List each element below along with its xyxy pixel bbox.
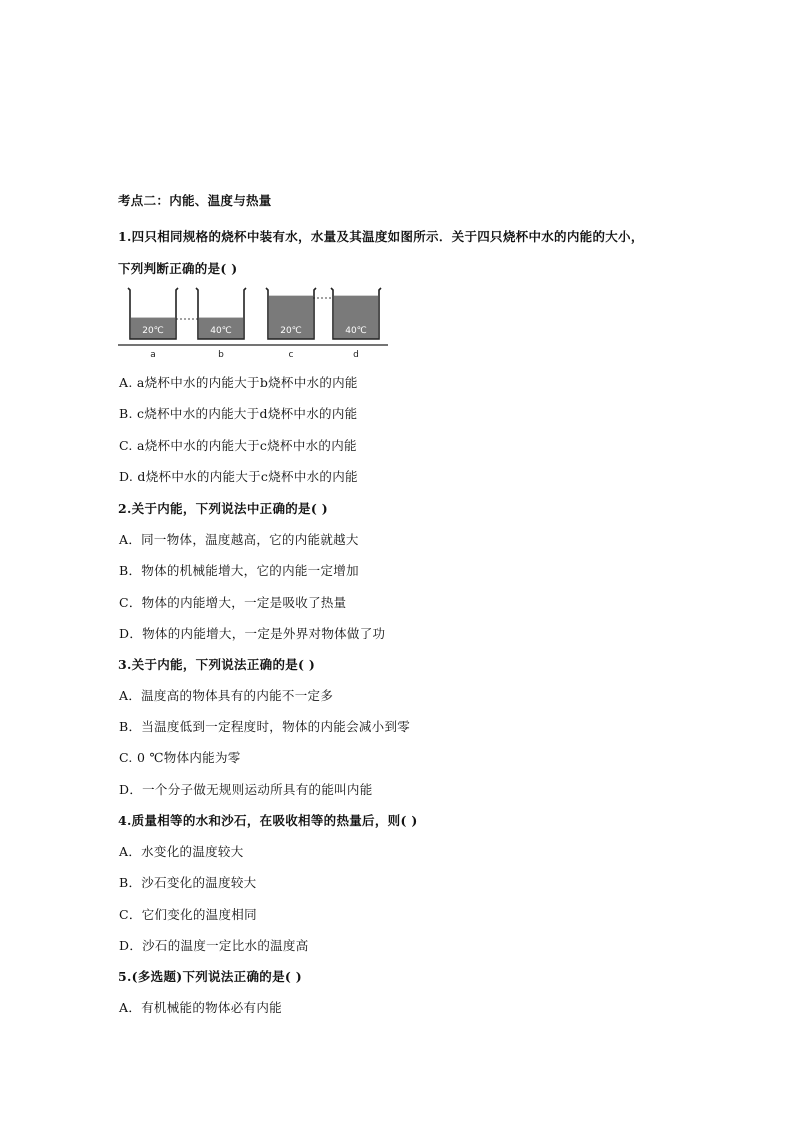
q1-option-c: C. a烧杯中水的内能大于c烧杯中水的内能 [119,438,357,453]
beakers-figure [118,282,388,362]
q3-option-b: B．当温度低到一定程度时，物体的内能会减小到零 [119,719,411,734]
q3-option-a: A．温度高的物体具有的内能不一定多 [119,688,334,703]
beaker-label-b: b [218,350,224,360]
beaker-temp-a: 20℃ [142,326,164,336]
q4-option-d: D．沙石的温度一定比水的温度高 [119,938,309,953]
question-1-stem-continued: 下列判断正确的是( ) [118,261,238,276]
q5-option-a: A．有机械能的物体必有内能 [119,1000,282,1015]
beaker-label-a: a [150,350,156,360]
q2-option-c: C．物体的内能增大，一定是吸收了热量 [119,595,347,610]
question-2-stem: 2.关于内能，下列说法中正确的是( ) [118,501,328,516]
section-title: 考点二：内能、温度与热量 [118,193,272,208]
q4-option-c: C．它们变化的温度相同 [119,907,257,922]
q3-option-d: D．一个分子做无规则运动所具有的能叫内能 [119,782,373,797]
question-4-stem: 4.质量相等的水和沙石，在吸收相等的热量后，则( ) [118,813,418,828]
q4-option-b: B．沙石变化的温度较大 [119,875,257,890]
question-5-stem: 5.(多选题)下列说法正确的是( ) [118,969,302,984]
question-1-stem: 1.四只相同规格的烧杯中装有水，水量及其温度如图所示．关于四只烧杯中水的内能的大小， [118,229,644,244]
beaker-temp-c: 20℃ [280,326,302,336]
q1-option-b: B. c烧杯中水的内能大于d烧杯中水的内能 [119,406,358,421]
q2-option-a: A．同一物体，温度越高，它的内能就越大 [119,532,359,547]
beaker-temp-b: 40℃ [210,326,232,336]
question-3-stem: 3.关于内能，下列说法正确的是( ) [118,657,316,672]
q2-option-b: B．物体的机械能增大，它的内能一定增加 [119,563,359,578]
q1-option-a: A. a烧杯中水的内能大于b烧杯中水的内能 [119,375,358,390]
q2-option-d: D．物体的内能增大，一定是外界对物体做了功 [119,626,386,641]
q3-option-c: C. 0 ℃物体内能为零 [119,750,241,765]
beaker-temp-d: 40℃ [345,326,367,336]
beaker-label-c: c [288,350,294,360]
beaker-label-d: d [353,350,359,360]
q1-option-d: D. d烧杯中水的内能大于c烧杯中水的内能 [119,469,358,484]
q4-option-a: A．水变化的温度较大 [119,844,244,859]
